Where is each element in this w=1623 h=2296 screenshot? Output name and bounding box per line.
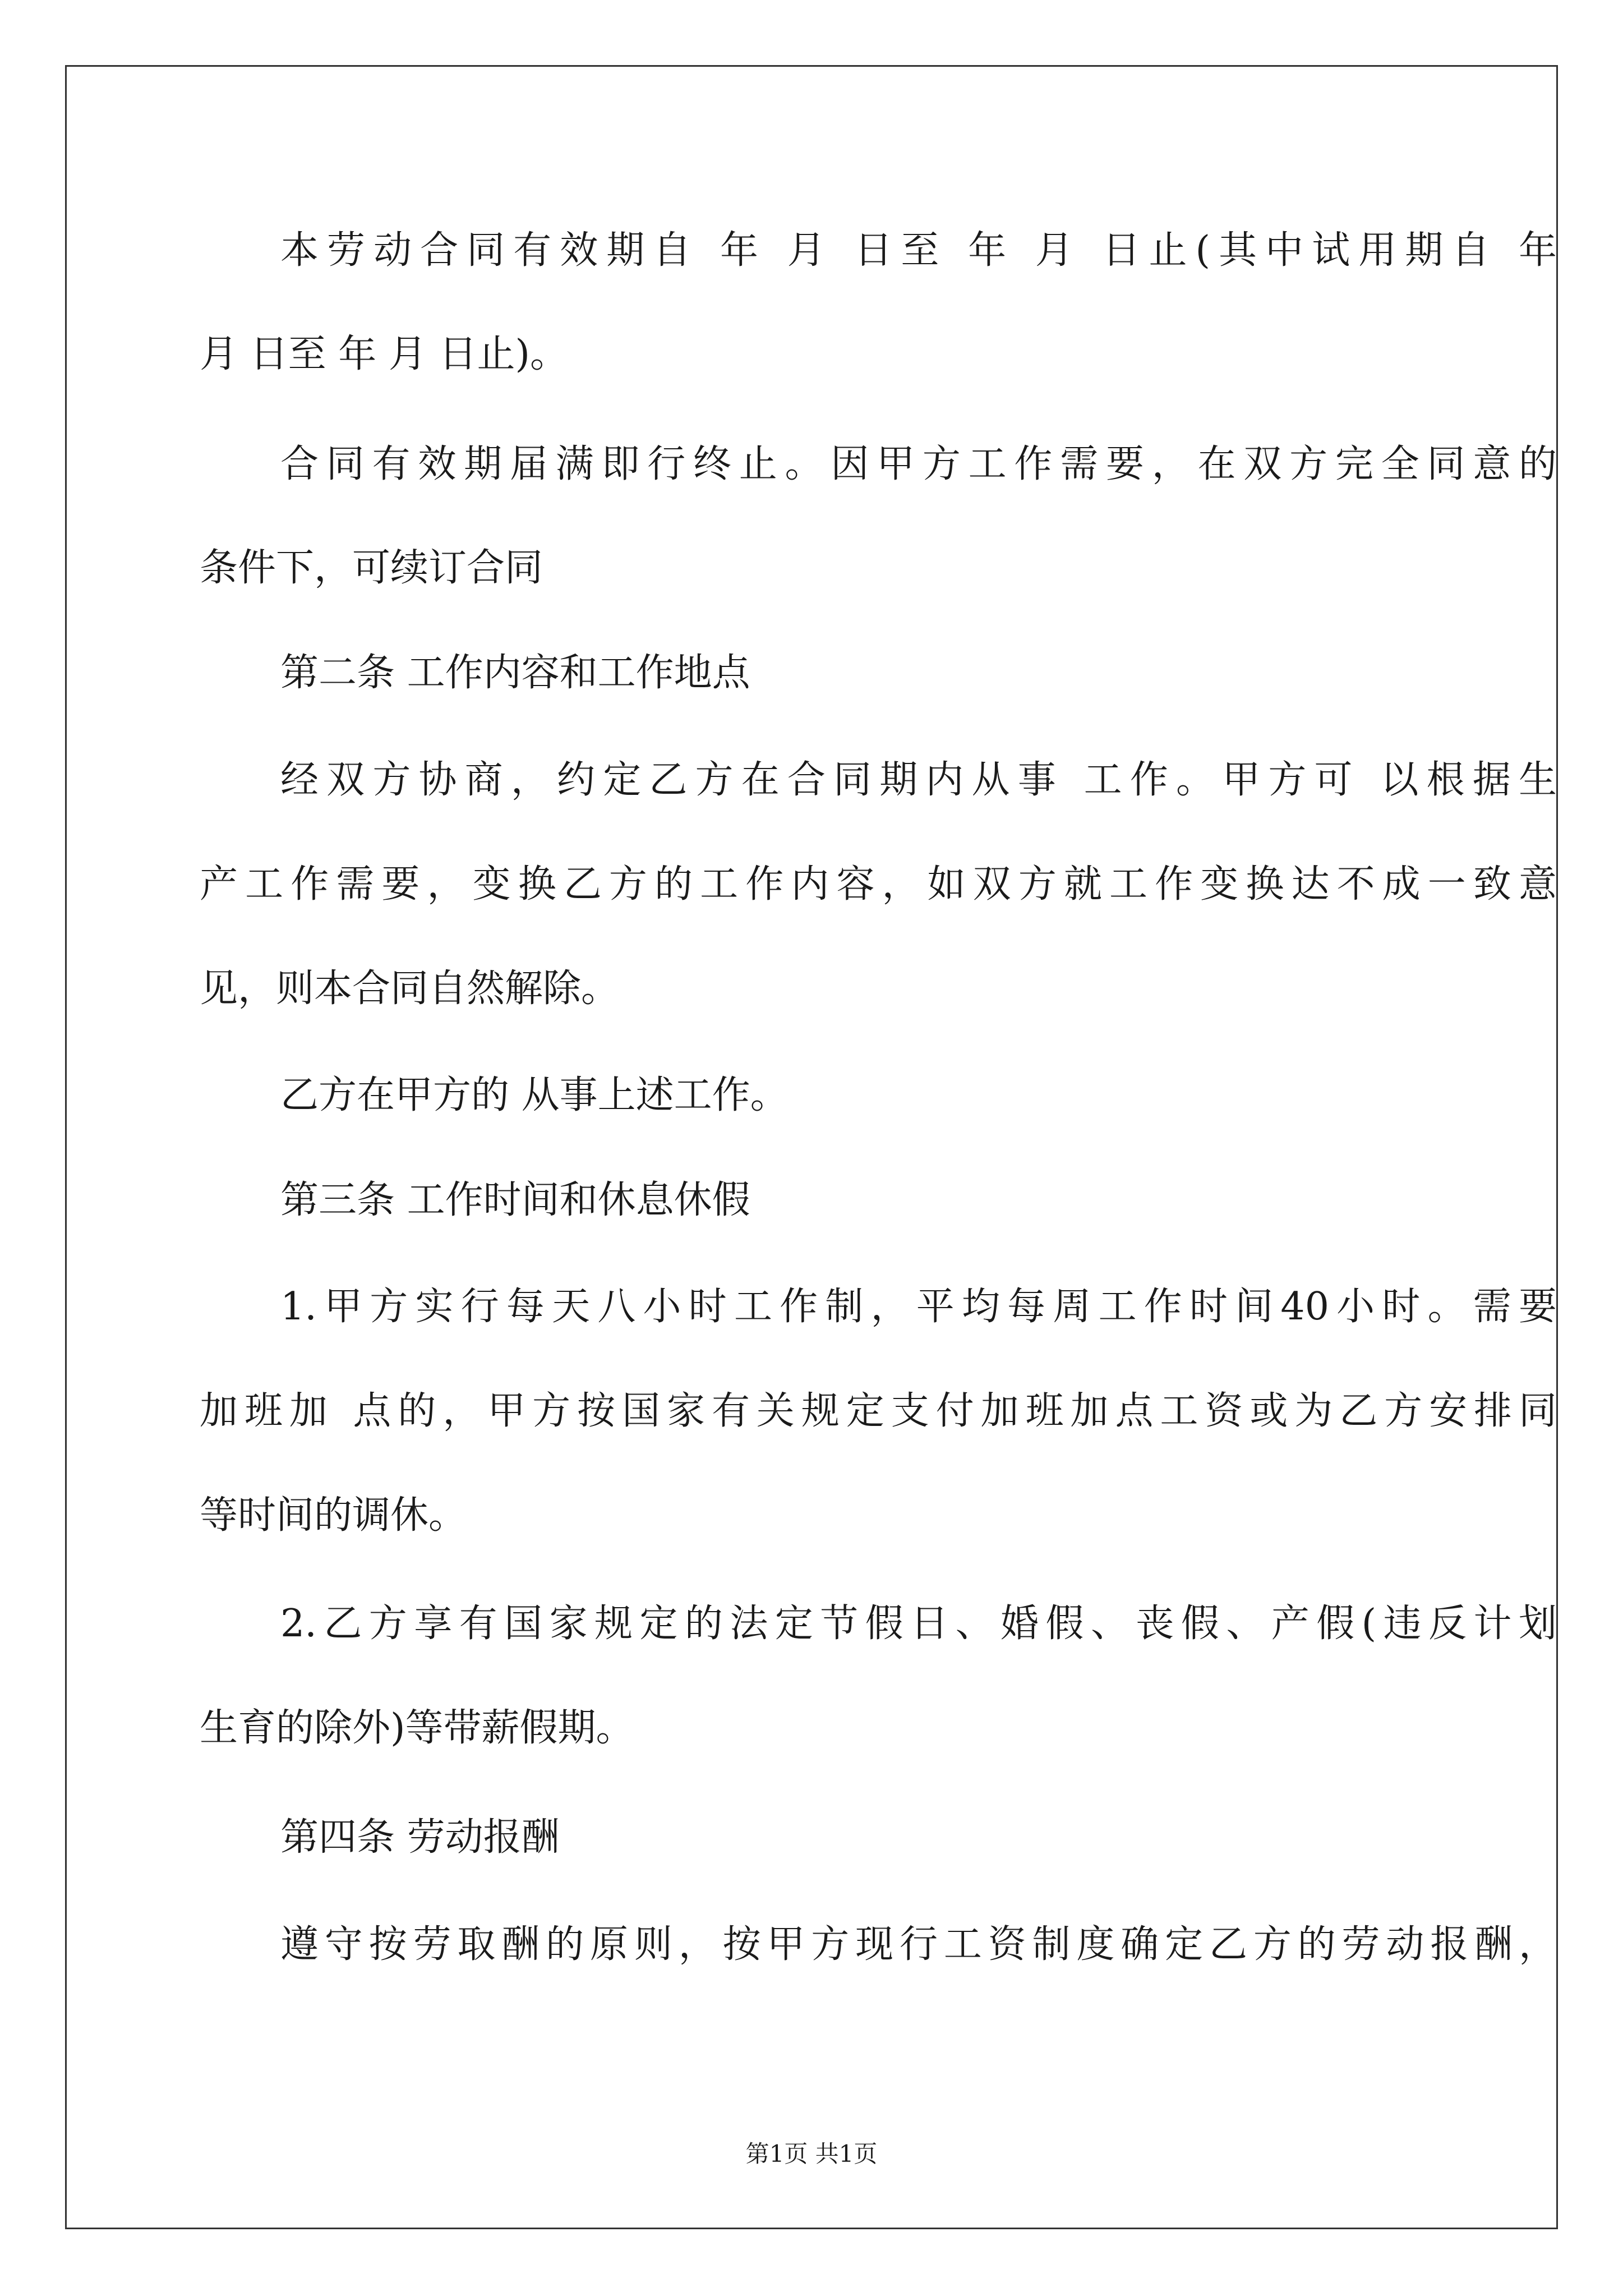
paragraph-line: 生育的除外)等带薪假期。 — [200, 1706, 634, 1750]
paragraph-line: 加班加 点的，甲方按国家有关规定支付加班加点工资或为乙方安排同 — [200, 1389, 1557, 1433]
paragraph-line: 月 日至 年 月 日止)。 — [200, 332, 568, 376]
paragraph-line: 2.乙方享有国家规定的法定节假日、婚假、丧假、产假(违反计划 — [280, 1602, 1557, 1646]
paragraph-line: 条件下，可续订合同 — [200, 546, 543, 590]
section-heading: 第四条 劳动报酬 — [280, 1815, 560, 1860]
page-border — [65, 65, 1558, 2229]
section-heading: 第三条 工作时间和休息休假 — [280, 1178, 750, 1222]
paragraph-line: 乙方在甲方的 从事上述工作。 — [280, 1073, 789, 1117]
paragraph-line: 1.甲方实行每天八小时工作制，平均每周工作时间40小时。需要 — [280, 1285, 1557, 1329]
paragraph-line: 等时间的调休。 — [200, 1493, 467, 1538]
paragraph-line: 本劳动合同有效期自 年 月 日至 年 月 日止(其中试用期自 年 — [280, 228, 1557, 273]
section-heading: 第二条 工作内容和工作地点 — [280, 651, 750, 695]
paragraph-line: 见，则本合同自然解除。 — [200, 967, 620, 1011]
paragraph-line: 遵守按劳取酬的原则，按甲方现行工资制度确定乙方的劳动报酬， — [280, 1922, 1557, 1967]
page-footer: 第1页 共1页 — [745, 2140, 878, 2168]
paragraph-line: 经双方协商，约定乙方在合同期内从事 工作。甲方可 以根据生 — [280, 758, 1557, 802]
paragraph-line: 产工作需要，变换乙方的工作内容，如双方就工作变换达不成一致意 — [200, 862, 1557, 907]
paragraph-line: 合同有效期届满即行终止。因甲方工作需要，在双方完全同意的 — [280, 442, 1557, 486]
